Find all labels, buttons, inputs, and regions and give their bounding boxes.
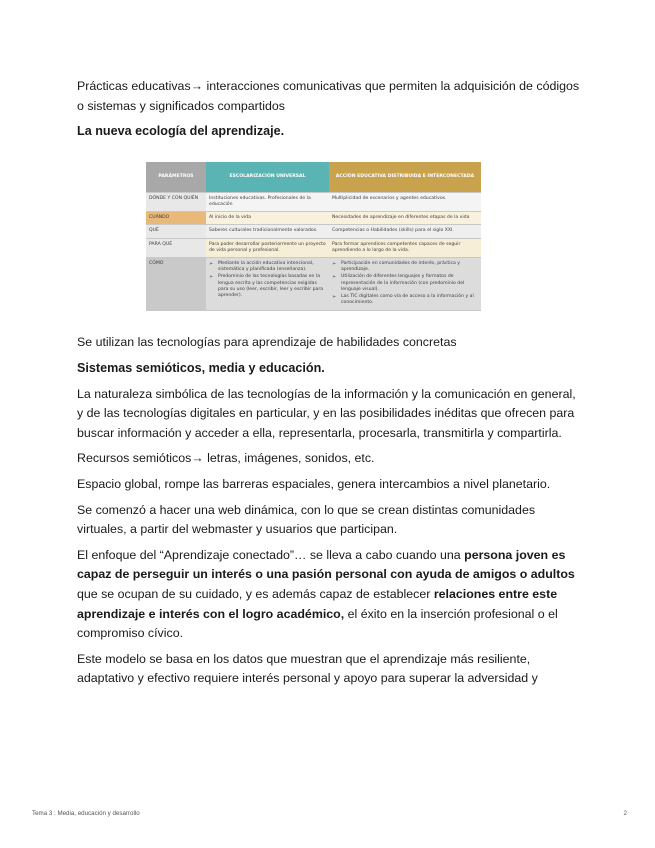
bold-text-run: relaciones entre este aprendizaje e interés con el logro académico, [77, 586, 558, 621]
cell-accion: Multiplicidad de escenarios y agentes educativos. [329, 192, 481, 211]
header-accion-educativa: ACCIÓN EDUCATIVA DISTRIBUIDA E INTERCONECTADA [329, 162, 481, 193]
heading-nueva-ecologia: La nueva ecología del aprendizaje. [77, 124, 285, 139]
cell-escolar: Saberes culturales tradicionalmente valorados. [206, 225, 329, 238]
table-row [146, 212, 481, 225]
text-run: que se ocupan de su cuidado, y es además capaz de establecer [77, 586, 434, 601]
cell-accion: Necesidades de aprendizaje en diferentes etapas de la vida [329, 212, 481, 225]
list-item: ➢ Participación en comunidades de interés, práctica y aprendizaje. [332, 261, 478, 273]
footer-title: Tema 3 : Media, educación y desarrollo [32, 810, 140, 817]
paragraph-tecnologias: Se utilizan las tecnologías para aprendizaje de habilidades concretas [77, 335, 457, 350]
table-row [146, 225, 481, 238]
heading-sistemas-semioticos: Sistemas semióticos, media y educación. [77, 361, 325, 376]
parameters-table-figure [146, 162, 481, 312]
cell-accion: Para formar aprendices competentes capaces de seguir aprendiendo a lo largo de la vida. [329, 238, 481, 257]
paragraph-aprendizaje-conectado [77, 546, 582, 644]
list-item: ➢ Predominio de las tecnologías basadas en la lengua escrita y las competencias exigidas para su uso (leer, escribir, leer y escribir para aprender). [209, 274, 326, 299]
table-row [146, 238, 481, 257]
cell-param: CÓMO [146, 258, 206, 311]
paragraph-espacio-global: Espacio global, rompe las barreras espaciales, genera intercambios a nivel planetario. [77, 476, 551, 491]
cell-param: CUÁNDO [146, 212, 206, 225]
cell-escolar: Para poder desarrollar posteriormente un proyecto de vida personal y profesional. [206, 238, 329, 257]
paragraph-practicas: Prácticas educativas→ interacciones comunicativas que permiten la adquisición de códigos o sistemas y significados compartidos [77, 79, 580, 113]
cell-escolar: Al inicio de la vida [206, 212, 329, 225]
header-escolarizacion: ESCOLARIZACIÓN UNIVERSAL [206, 162, 329, 193]
bold-text-run: persona joven es capaz de perseguir un interés o una pasión personal con ayuda de amigos o adultos [77, 547, 575, 582]
parameters-table [146, 162, 481, 312]
cell-param: QUÉ [146, 225, 206, 238]
page-content [77, 77, 582, 695]
page-number: 2 [623, 810, 627, 817]
cell-param: PARA QUÉ [146, 238, 206, 257]
list-item: ➢ Las TIC digitales como vía de acceso a la información y al conocimiento. [332, 294, 478, 306]
table-row [146, 258, 481, 311]
cell-accion: Competencias o Habilidades (skills) para el siglo XXI. [329, 225, 481, 238]
cell-param: DÓNDE Y CON QUIÉN [146, 192, 206, 211]
paragraph-recursos-semioticos: Recursos semióticos→ letras, imágenes, sonidos, etc. [77, 451, 375, 466]
table-header-row [146, 162, 481, 193]
list-item: ➢ Mediante la acción educativa intencional, sistemática y planificada (enseñanza). [209, 261, 326, 273]
cell-escolar: Instituciones educativas. Profesionales de la educación [206, 192, 329, 211]
cell-escolar-list [206, 258, 329, 311]
paragraph-modelo: Este modelo se basa en los datos que muestran que el aprendizaje más resiliente, adaptativo y efectivo requiere interés personal y apoyo para superar la adversidad y [77, 651, 538, 686]
text-run: el éxito en la inserción profesional o el compromiso cívico. [77, 606, 558, 641]
paragraph-web-dinamica: Se comenzó a hacer una web dinámica, con lo que se crean distintas comunidades virtuales, a partir del webmaster y usuarios que participan. [77, 502, 536, 537]
header-parametros: PARÁMETROS [146, 162, 206, 193]
text-run: El enfoque del “Aprendizaje conectado”… se lleva a cabo cuando una [77, 547, 465, 562]
list-item: ➢ Utilización de diferentes lenguajes y formatos de representación de la información (con predominio del lenguaje visual). [332, 274, 478, 293]
paragraph-naturaleza-simbolica: La naturaleza simbólica de las tecnologías de la información y la comunicación en general, y de las tecnologías digitales en particular, y en las posibilidades inéditas que ofrecen para buscar información y acceder a ella, representarla, procesarla, transmitirla y compartirla. [77, 386, 576, 440]
cell-accion-list [329, 258, 481, 311]
table-row [146, 192, 481, 211]
